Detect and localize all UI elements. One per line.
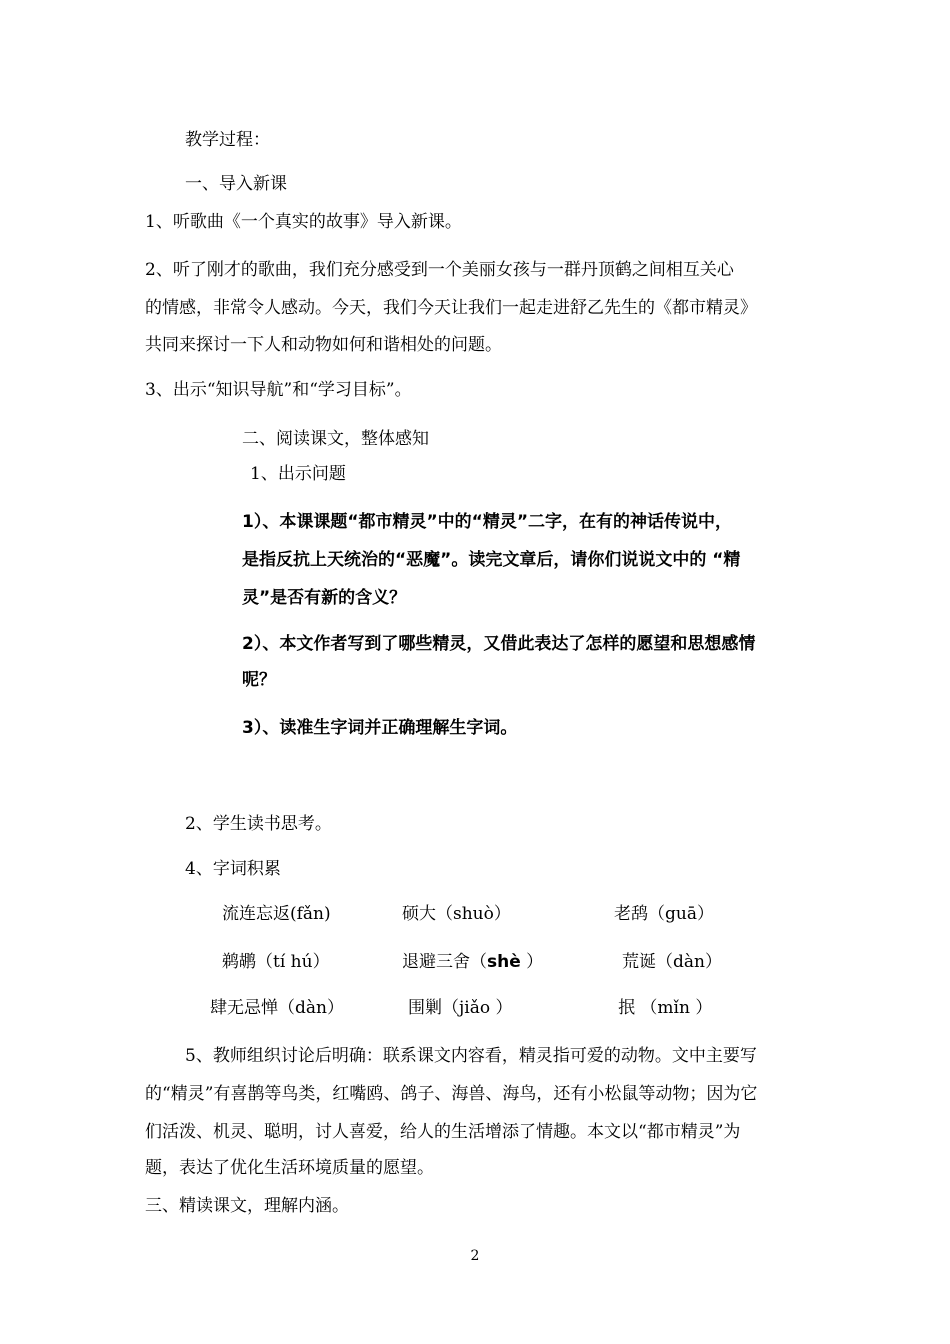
vocab-item: 老鸹（guā） — [614, 904, 714, 924]
section-heading-teaching-process: 教学过程： — [185, 130, 270, 150]
paragraph-line: 的“精灵”有喜鹊等鸟类，红嘴鸥、鸽子、海兽、海鸟，还有小松鼠等动物；因为它 — [145, 1084, 758, 1104]
section-heading-intro: 一、导入新课 — [185, 174, 287, 194]
paragraph-line: 3、出示“知识导航”和“学习目标”。 — [145, 380, 412, 400]
page-number: 2 — [470, 1248, 480, 1264]
vocab-item: 荒诞（dàn） — [622, 952, 722, 972]
vocab-item: 鹈鹕（tí hú） — [222, 952, 330, 972]
paragraph-line: 共同来探讨一下人和动物如何和谐相处的问题。 — [145, 335, 502, 355]
pinyin-bold: shè — [487, 952, 521, 972]
question-line: 是指反抗上天统治的“恶魔”。读完文章后，请你们说说文中的 “精 — [242, 550, 741, 570]
paragraph-line: 1、听歌曲《一个真实的故事》导入新课。 — [145, 212, 462, 232]
section-heading-reading: 二、阅读课文，整体感知 — [242, 429, 429, 449]
vocab-item: 流连忘返(fǎn) — [222, 904, 331, 924]
vocab-item: 硕大（shuò） — [402, 904, 511, 924]
question-line: 呢？ — [242, 670, 276, 690]
section-heading-vocab: 4、字词积累 — [185, 859, 281, 879]
vocab-item: 退避三舍（shè ） — [402, 952, 544, 972]
paragraph-line: 5、教师组织讨论后明确：联系课文内容看，精灵指可爱的动物。文中主要写 — [185, 1046, 757, 1066]
question-line: 1）、本课课题“都市精灵”中的“精灵”二字，在有的神话传说中， — [242, 512, 733, 532]
vocab-item: 抿 （mǐn ） — [618, 998, 713, 1018]
question-line: 灵”是否有新的含义？ — [242, 588, 407, 608]
question-line: 2）、本文作者写到了哪些精灵，又借此表达了怎样的愿望和思想感情 — [242, 634, 756, 654]
vocab-item: 围剿（jiǎo ） — [408, 998, 513, 1018]
section-heading-close-reading: 三、精读课文，理解内涵。 — [145, 1196, 349, 1216]
paragraph-line: 2、学生读书思考。 — [185, 814, 332, 834]
paragraph-line: 1、出示问题 — [250, 464, 346, 484]
vocab-item: 肆无忌惮（dàn） — [210, 998, 344, 1018]
paragraph-line: 题，表达了优化生活环境质量的愿望。 — [145, 1158, 434, 1178]
paragraph-line: 的情感，非常令人感动。今天，我们今天让我们一起走进舒乙先生的《都市精灵》 — [145, 298, 757, 318]
question-line: 3）、读准生字词并正确理解生字词。 — [242, 718, 518, 738]
paragraph-line: 2、听了刚才的歌曲，我们充分感受到一个美丽女孩与一群丹顶鹤之间相互关心 — [145, 260, 734, 280]
paragraph-line: 们活泼、机灵、聪明，讨人喜爱，给人的生活增添了情趣。本文以“都市精灵”为 — [145, 1122, 741, 1142]
